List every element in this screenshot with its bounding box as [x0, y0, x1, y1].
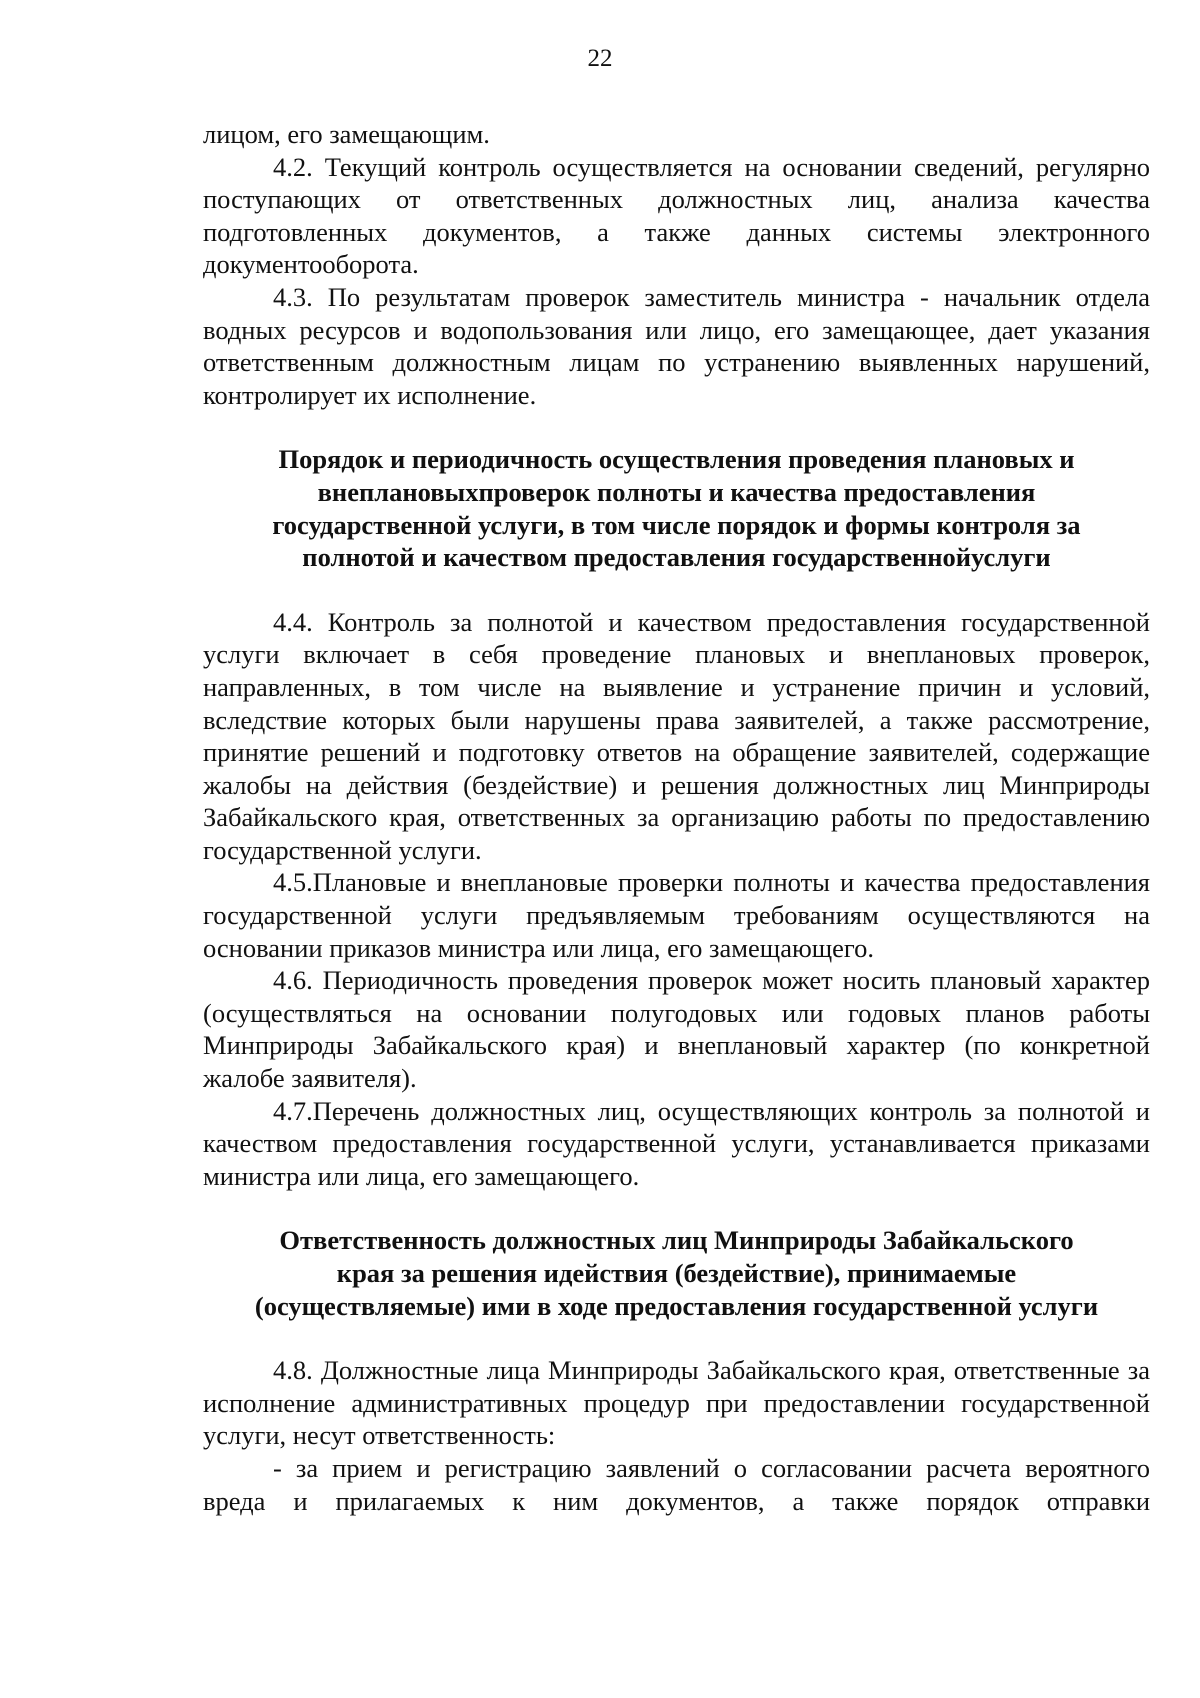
heading-line: (осуществляемые) ими в ходе предоставления государственной услуги: [254, 1290, 1099, 1321]
section-heading-inspections: [203, 443, 1150, 573]
paragraph-4-2: 4.2. Текущий контроль осуществляется на основании сведений, регулярно поступающих от ответственных должностных лиц, анализа качества подготовленных документов, а также данных системы электронного документооборота.: [203, 151, 1150, 280]
paragraph-4-6: 4.6. Периодичность проведения проверок может носить плановый характер (осуществляться на основании полугодовых или годовых планов работы Минприроды Забайкальского края) и внеплановый характер (по конкретной жалобе заявителя).: [203, 965, 1150, 1094]
section-heading-responsibility: [203, 1224, 1150, 1322]
paragraph-4-8: 4.8. Должностные лица Минприроды Забайкальского края, ответственные за исполнение административных процедур при предоставлении государственной услуги, несут ответственность:: [203, 1355, 1150, 1451]
heading-line: полнотой и качеством предоставления государственнойуслуги: [302, 542, 1051, 573]
page-number: 22: [587, 45, 613, 72]
paragraph-4-4: 4.4. Контроль за полнотой и качеством предоставления государственной услуги включает в себя проведение плановых и внеплановых проверок, направленных, в том числе на выявление и устранение причин и условий, вследствие которых были нарушены права заявителей, а также рассмотрение, принятие решений и подготовку ответов на обращение заявителей, содержащие жалобы на действия (бездействие) и решения должностных лиц Минприроды Забайкальского края, ответственных за организацию работы по предоставлению государственной услуги.: [203, 606, 1150, 865]
paragraph-continuation: лицом, его замещающим.: [203, 119, 490, 149]
paragraph-4-5: 4.5.Плановые и внеплановые проверки полноты и качества предоставления государственной услуги предъявляемым требованиям осуществляются на основании приказов министра или лица, его замещающего.: [203, 867, 1150, 963]
heading-line: государственной услуги, в том числе порядок и формы контроля за: [272, 509, 1081, 540]
heading-line: края за решения идействия (бездействие), принимаемые: [336, 1258, 1017, 1288]
heading-line: внеплановыхпроверок полноты и качества предоставления: [317, 476, 1036, 507]
paragraph-4-7: 4.7.Перечень должностных лиц, осуществляющих контроль за полнотой и качеством предоставления государственной услуги, устанавливается приказами министра или лица, его замещающего.: [203, 1095, 1150, 1191]
heading-line: Порядок и периодичность осуществления проведения плановых и: [278, 444, 1075, 475]
paragraph-list-item: - за прием и регистрацию заявлений о согласовании расчета вероятного вреда и прилагаемых к ним документов, а также порядок отправки: [203, 1452, 1150, 1516]
document-body: [203, 118, 1150, 1517]
heading-line: Ответственность должностных лиц Минприроды Забайкальского: [279, 1225, 1074, 1256]
paragraph-4-3: 4.3. По результатам проверок заместитель министра - начальник отдела водных ресурсов и водопользования или лицо, его замещающее, дает указания ответственным должностным лицам по устранению выявленных нарушений, контролирует их исполнение.: [203, 281, 1150, 410]
